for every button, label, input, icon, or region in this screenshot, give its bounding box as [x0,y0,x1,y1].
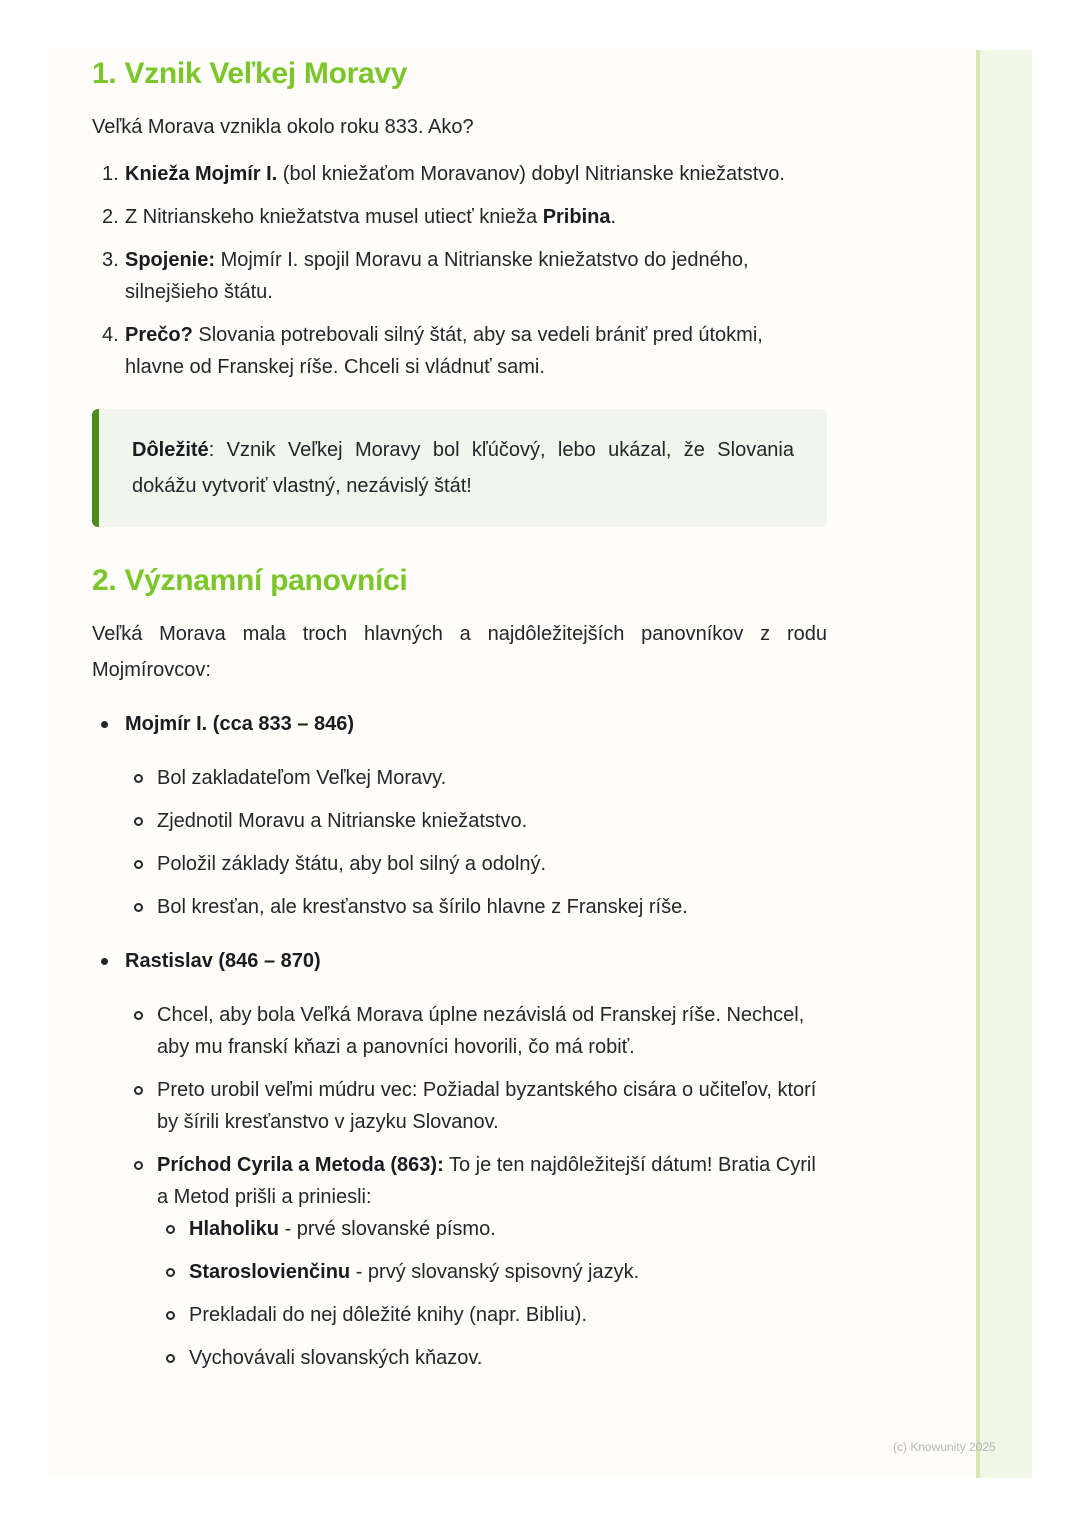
section1-intro: Veľká Morava vznikla okolo roku 833. Ako? [92,116,474,138]
ruler-name: Rastislav (846 – 870) [125,950,321,972]
step-number: 3. [102,249,119,271]
step-item [92,201,827,233]
circle-bullet-icon [166,1354,175,1363]
brought-item [157,1213,827,1245]
circle-bullet-icon [134,860,143,869]
brought-item [157,1299,827,1331]
brought-bold: Staroslovienčinu [189,1261,351,1283]
step-bold: Pribina [542,206,611,228]
ruler-point [125,1074,827,1138]
step-bold: Knieža Mojmír I. [125,163,278,185]
ruler-point [125,805,827,837]
brought-text: Prekladali do nej dôležité knihy (napr. Bibliu). [189,1304,587,1326]
step-bold: Spojenie: [125,249,216,271]
brought-text: - prvý slovanský spisovný jazyk. [350,1261,640,1283]
point-text: Zjednotil Moravu a Nitrianske kniežatstvo. [157,810,528,832]
document-content [92,48,827,1374]
circle-bullet-icon [134,817,143,826]
circle-bullet-icon [134,774,143,783]
ruler-points [125,762,827,923]
side-strip [976,50,1032,1478]
brought-list [157,1213,827,1374]
step-number: 1. [102,163,119,185]
callout-text: : Vznik Veľkej Moravy bol kľúčový, lebo ukázal, že Slovania dokážu vytvoriť vlastný, nezávislý štát! [132,439,794,497]
circle-bullet-icon [134,1086,143,1095]
rulers-list [92,708,827,1374]
step-text: Z Nitrianskeho kniežatstva musel utiecť knieža [125,206,543,228]
ruler-point [125,891,827,923]
circle-bullet-icon [134,1011,143,1020]
step-text: (bol kniežaťom Moravanov) dobyl Nitrianske kniežatstvo. [277,163,785,185]
step-item [92,319,827,383]
circle-bullet-icon [166,1268,175,1277]
circle-bullet-icon [166,1311,175,1320]
brought-bold: Hlaholiku [189,1218,280,1240]
section2-intro: Veľká Morava mala troch hlavných a najdôležitejších panovníkov z rodu Mojmírovcov: [92,623,827,681]
step-bold: Prečo? [125,324,193,346]
step-number: 2. [102,206,119,228]
circle-bullet-icon [166,1225,175,1234]
step-text: Mojmír I. spojil Moravu a Nitrianske kniežatstvo do jedného, silnejšieho štátu. [125,249,749,303]
point-text: To je ten najdôležitejší dátum! Bratia Cyril a Metod prišli a priniesli: [157,1154,816,1208]
brought-item [157,1256,827,1288]
point-text: Bol zakladateľom Veľkej Moravy. [157,767,447,789]
step-number: 4. [102,324,119,346]
callout-label: Dôležité [132,439,209,461]
ruler-point [125,848,827,880]
circle-bullet-icon [134,1161,143,1170]
section-title-2: 2. Významní panovníci [92,564,408,597]
section-title-1: 1. Vznik Veľkej Moravy [92,57,408,90]
brought-item [157,1342,827,1374]
step-text: Slovania potrebovali silný štát, aby sa vedeli brániť pred útokmi, hlavne od Franskej ríše. Chceli si vládnuť sami. [125,324,763,378]
brought-text: Vychovávali slovanských kňazov. [189,1347,483,1369]
bullet-icon [101,958,108,965]
brought-text: - prvé slovanské písmo. [279,1218,496,1240]
point-bold: Príchod Cyrila a Metoda (863): [157,1154,444,1176]
step-item [92,244,827,308]
step-item [92,158,827,190]
point-text: Položil základy štátu, aby bol silný a odolný. [157,853,547,875]
ruler-point [125,1149,827,1374]
important-callout [92,409,827,527]
ruler-point [125,762,827,794]
ruler-item [92,945,827,1374]
formation-steps-list [92,158,827,383]
circle-bullet-icon [134,903,143,912]
point-text: Preto urobil veľmi múdru vec: Požiadal byzantského cisára o učiteľov, ktorí by šírili kresťanstvo v jazyku Slovanov. [157,1079,817,1133]
step-text-after: . [610,206,617,228]
ruler-item [92,708,827,923]
copyright-footer: (c) Knowunity 2025 [893,1440,996,1454]
point-text: Chcel, aby bola Veľká Morava úplne nezávislá od Franskej ríše. Nechcel, aby mu franskí kňazi a panovníci hovorili, čo má robiť. [157,1004,805,1058]
ruler-name: Mojmír I. (cca 833 – 846) [125,713,355,735]
bullet-icon [101,721,108,728]
ruler-point [125,999,827,1063]
ruler-points [125,999,827,1374]
point-text: Bol kresťan, ale kresťanstvo sa šírilo hlavne z Franskej ríše. [157,896,688,918]
